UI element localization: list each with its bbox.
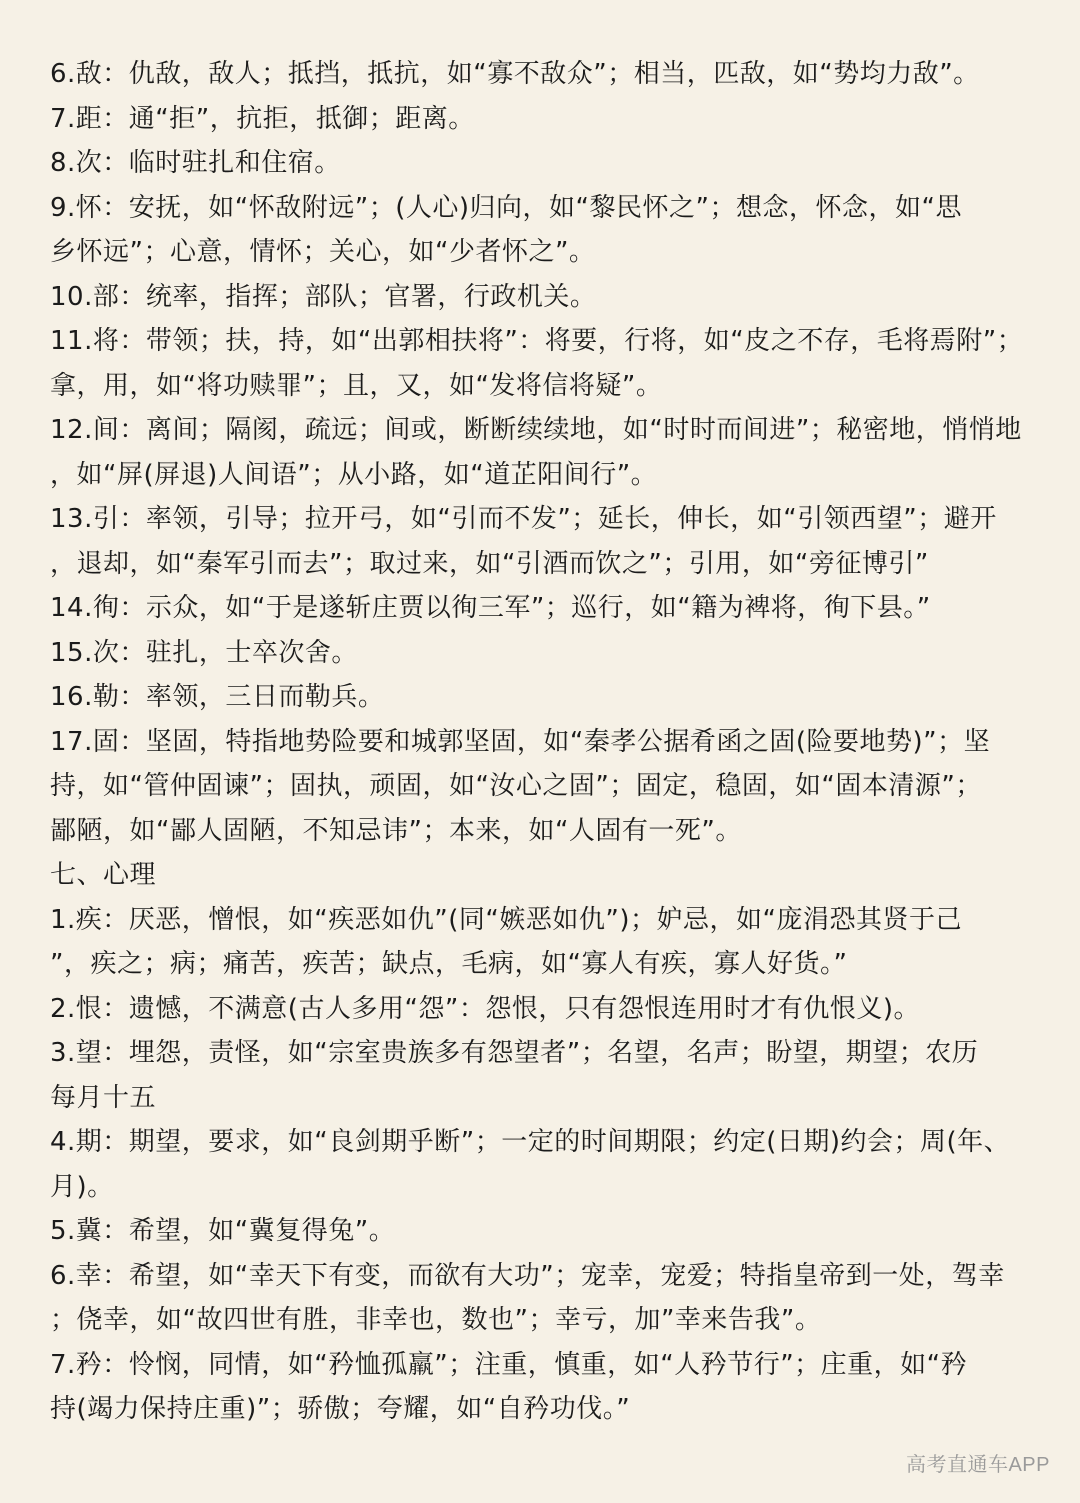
note-line-15: 16.勒：率领，三日而勒兵。	[50, 682, 385, 712]
note-line-7: 11.将：带领；扶，持，如“出郭相扶将”：将要，行将，如“皮之不存，毛将焉附”；	[50, 326, 1024, 356]
note-line-11: 13.引：率领，引导；拉开弓，如“引而不发”；延长，伸长，如“引领西望”；避开	[50, 504, 997, 534]
note-line-5: 乡怀远”；心意，情怀；关心，如“少者怀之”。	[50, 237, 596, 267]
note-line-8: 拿，用，如“将功赎罪”；且，又，如“发将信将疑”。	[50, 370, 663, 401]
note-line-27: 5.冀：希望，如“冀复得兔”。	[50, 1216, 396, 1246]
note-line-31: 持(竭力保持庄重)”；骄傲；夸耀，如“自矜功伐。”	[50, 1394, 631, 1424]
note-line-16: 17.固：坚固，特指地势险要和城郭坚固，如“秦孝公据肴函之固(险要地势)”；坚	[50, 726, 991, 757]
note-line-13: 14.徇：示众，如“于是遂斩庄贾以徇三军”；巡行，如“籍为裨将，徇下县。”	[50, 593, 931, 623]
note-line-12: ，退却，如“秦军引而去”；取过来，如“引酒而饮之”；引用，如“旁征博引”	[50, 548, 929, 579]
note-line-22: 2.恨：遗憾，不满意(古人多用“怨”：怨恨，只有怨恨连用时才有仇恨义)。	[50, 993, 921, 1024]
note-line-1: 6.敌：仇敌，敌人；抵挡，抵抗，如“寡不敌众”；相当，匹敌，如“势均力敌”。	[50, 59, 980, 89]
note-line-26: 月)。	[50, 1171, 114, 1202]
note-line-4: 9.怀：安抚，如“怀敌附远”；(人心)归向，如“黎民怀之”；想念，怀念，如“思	[50, 192, 962, 223]
note-line-14: 15.次：驻扎，士卒次舍。	[50, 637, 358, 668]
watermark: 高考直通车APP	[905, 1454, 1050, 1476]
note-line-18: 鄙陋，如“鄙人固陋，不知忌讳”；本来，如“人固有一死”。	[50, 815, 742, 846]
note-line-3: 8.次：临时驻扎和住宿。	[50, 148, 341, 178]
note-line-21: ”，疾之；病；痛苦，疾苦；缺点，毛病，如“寡人有疾，寡人好货。”	[50, 949, 848, 979]
note-line-2: 7.距：通“拒”，抗拒，抵御；距离。	[50, 103, 475, 134]
section-heading: 七、心理	[50, 860, 157, 890]
note-line-28: 6.幸：希望，如“幸天下有变，而欲有大功”；宠幸，宠爱；特指皇帝到一处，驾幸	[50, 1260, 1005, 1291]
notes-body	[50, 52, 1040, 1432]
note-line-29: ；侥幸，如“故四世有胜，非幸也，数也”；幸亏，加”幸来告我”。	[50, 1305, 822, 1335]
note-line-6: 10.部：统率，指挥；部队；官署，行政机关。	[50, 281, 597, 312]
note-line-30: 7.矜：怜悯，同情，如“矜恤孤羸”；注重，慎重，如“人矜节行”；庄重，如“矜	[50, 1349, 968, 1380]
note-line-23: 3.望：埋怨，责怪，如“宗室贵族多有怨望者”；名望，名声；盼望，期望；农历	[50, 1038, 979, 1068]
note-line-17: 持，如“管仲固谏”；固执，顽固，如“汝心之固”；固定，稳固，如“固本清源”；	[50, 771, 982, 801]
note-line-25: 4.期：期望，要求，如“良剑期乎断”；一定的时间期限；约定(日期)约会；周(年、	[50, 1127, 1011, 1157]
note-line-9: 12.间：离间；隔阂，疏远；间或，断断续续地，如“时时而间进”；秘密地，悄悄地	[50, 415, 1022, 445]
note-line-10: ，如“屏(屏退)人间语”；从小路，如“道芷阳间行”。	[50, 459, 658, 490]
note-line-20: 1.疾：厌恶，憎恨，如“疾恶如仇”(同“嫉恶如仇”)；妒忌，如“庞涓恐其贤于己	[50, 904, 962, 935]
note-line-24: 每月十五	[50, 1082, 157, 1113]
